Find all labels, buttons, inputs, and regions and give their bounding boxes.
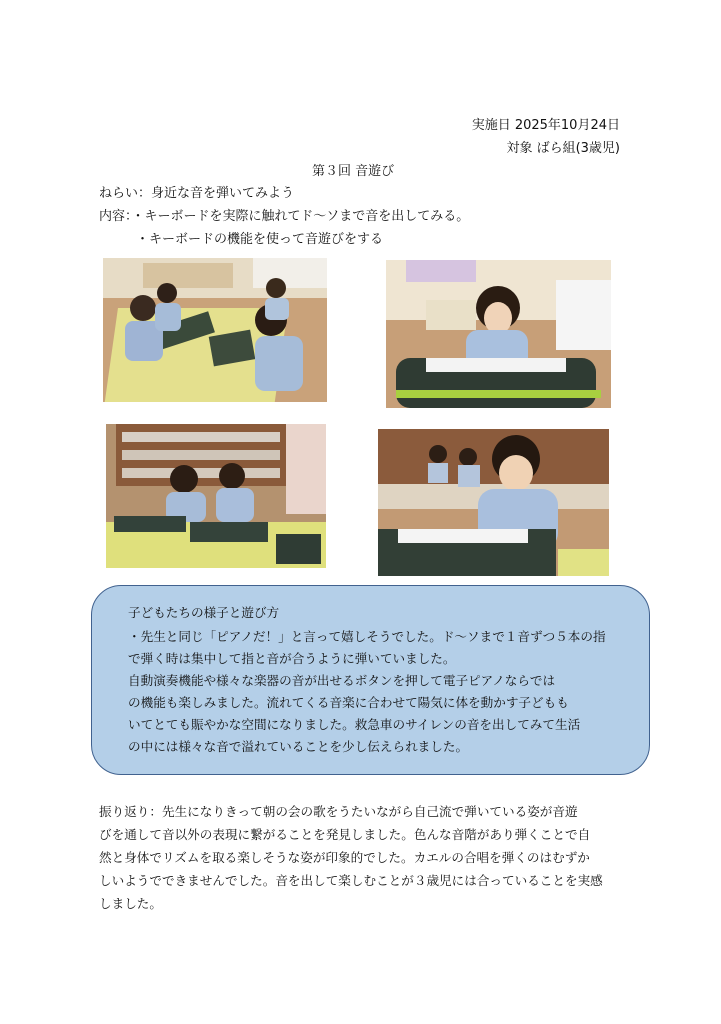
content-line-2: ・キーボードの機能を使って音遊びをする	[136, 232, 384, 247]
reflection-line: びを通して音以外の表現に繋がることを発見しました。色んな音階があり弾くことで自	[99, 827, 591, 842]
content-line-1: 内容：・キーボードを実際に触れてド～ソまで音を出してみる。	[99, 209, 470, 224]
photo-children-at-table	[103, 258, 327, 402]
photo-boy-keyboard	[378, 429, 609, 576]
observation-line: の機能も楽しみました。流れてくる音楽に合わせて陽気に体を動かす子どもも	[128, 695, 569, 710]
observation-line: で弾く時は集中して指と音が合うように弾いていました。	[128, 651, 456, 666]
page-title: 第３回 音遊び	[312, 164, 395, 179]
observation-title: 子どもたちの様子と遊び方	[128, 605, 280, 620]
reflection-line: 振り返り：先生になりきって朝の会の歌をうたいながら自己流で弾いている姿が音遊	[99, 804, 578, 819]
reflection-line: しいようでできませんでした。音を出して楽しむことが３歳児には合っていることを実感	[99, 873, 603, 888]
photo-girl-keyboard	[386, 260, 611, 408]
observation-line: いてとても賑やかな空間になりました。救急車のサイレンの音を出してみて生活	[128, 717, 581, 732]
observation-box	[91, 585, 650, 775]
photo-two-children	[106, 424, 326, 568]
reflection-line: 然と身体でリズムを取る楽しそうな姿が印象的でした。カエルの合唱を弾くのはむずか	[99, 850, 590, 865]
target-line: 対象 ばら組(3歳児)	[506, 141, 620, 156]
observation-line: ・先生と同じ「ピアノだ！」と言って嬉しそうでした。ド～ソまで１音ずつ５本の指	[128, 629, 606, 644]
observation-line: の中には様々な音で溢れていることを少し伝えられました。	[128, 739, 469, 754]
aim-line: ねらい：身近な音を弾いてみよう	[99, 186, 295, 201]
date-line: 実施日 2025年10月24日	[471, 118, 620, 133]
reflection-line: しました。	[99, 896, 162, 911]
observation-line: 自動演奏機能や様々な楽器の音が出せるボタンを押して電子ピアノならでは	[128, 673, 556, 688]
